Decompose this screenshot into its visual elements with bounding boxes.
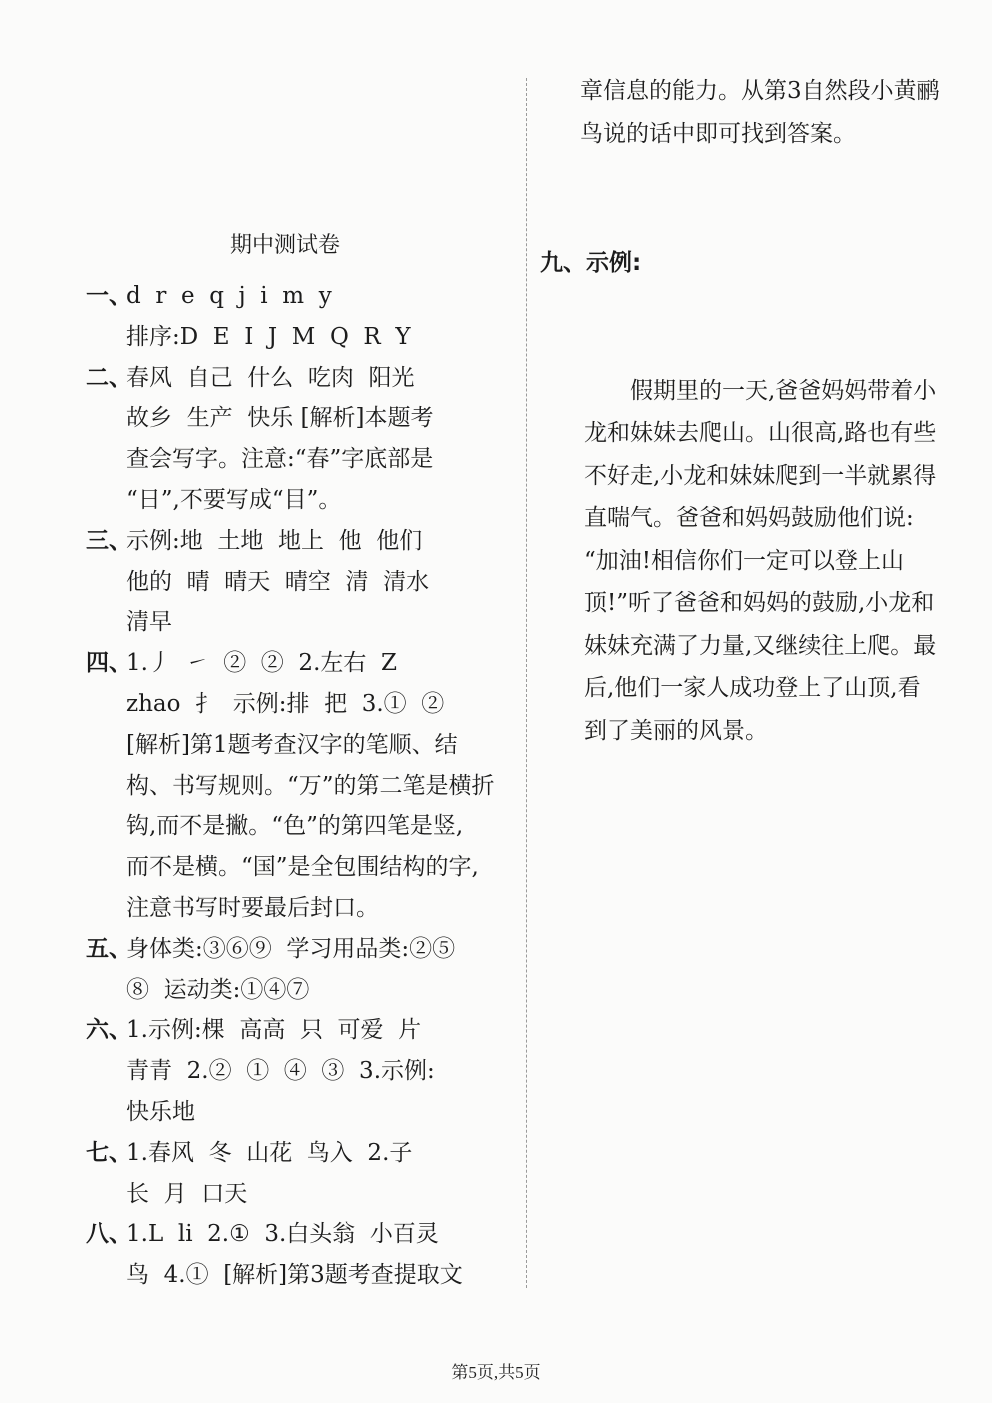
answer-line: 清早 [126, 609, 172, 636]
essay-line: 直喘气。爸爸和妈妈鼓励他们说: [584, 505, 914, 531]
answer-line: ⑧ 运动类:①④⑦ [126, 976, 310, 1003]
answer-line: zhao 扌 示例:排 把 3.① ② [126, 690, 445, 717]
answer-line: 示例:地 土地 地上 他 他们 [126, 527, 423, 554]
answer-line: 故乡 生产 快乐 [解析]本题考 [126, 405, 434, 432]
question-9 [540, 155, 972, 837]
question-number: 五、 [86, 935, 132, 962]
question-9-heading [540, 242, 972, 285]
question-5 [86, 929, 516, 1011]
question-3 [86, 521, 516, 643]
answer-line: [解析]第1题考查汉字的笔顺、结 [126, 731, 458, 758]
continuation-line: 鸟说的话中即可找到答案。 [580, 120, 856, 147]
question-8 [86, 1214, 516, 1296]
left-column [86, 276, 516, 1296]
answer-line: 他的 晴 晴天 晴空 清 清水 [126, 568, 430, 595]
question-number: 七、 [86, 1139, 132, 1166]
answer-line: d r e q j i m y [126, 283, 332, 309]
answer-line: 1.L li 2.① 3.白头翁 小百灵 [126, 1221, 439, 1248]
answer-line: 1.丿 ㇀ ② ② 2.左右 Z [126, 650, 397, 677]
section-title: 期中测试卷 [229, 233, 340, 258]
essay-line: 龙和妹妹去爬山。山很高,路也有些 [584, 420, 937, 446]
question-9-answer [540, 370, 972, 753]
answer-line: 快乐地 [126, 1098, 195, 1125]
question-9-number: 九、 [540, 250, 586, 276]
answer-line: 注意书写时要最后封口。 [126, 894, 379, 921]
essay-line: 顶!”听了爸爸和妈妈的鼓励,小龙和 [584, 590, 935, 616]
essay-line: “加油!相信你们一定可以登上山 [584, 547, 905, 574]
right-column [540, 70, 972, 837]
essay-line: 后,他们一家人成功登上了山顶,看 [584, 675, 921, 701]
question-number: 四、 [86, 650, 132, 677]
essay-line: 到了美丽的风景。 [584, 717, 768, 744]
answer-line: 1.示例:棵 高高 只 可爱 片 [126, 1017, 422, 1044]
answer-line: 查会写字。注意:“春”字底部是 [126, 446, 434, 473]
answer-line: 排序:D E I J M Q R Y [126, 323, 411, 350]
continuation-line: 章信息的能力。从第3自然段小黄鹂 [580, 78, 940, 104]
question-4 [86, 643, 516, 929]
answer-line: 春风 自己 什么 吃肉 阳光 [126, 364, 415, 391]
essay-line: 假期里的一天,爸爸妈妈带着小 [630, 377, 937, 404]
column-divider [526, 78, 527, 1288]
page-footer: 第5页,共5页 [451, 1363, 541, 1382]
answer-line: 鸟 4.① [解析]第3题考查提取文 [126, 1262, 463, 1289]
question-number: 八、 [86, 1221, 132, 1248]
answer-line: “日”,不要写成“目”。 [126, 486, 342, 513]
answer-line: 长 月 口天 [126, 1180, 248, 1207]
answer-line: 身体类:③⑥⑨ 学习用品类:②⑤ [126, 935, 456, 962]
question-6 [86, 1010, 516, 1132]
question-number: 二、 [86, 364, 132, 391]
answer-line: 钩,而不是撇。“色”的第四笔是竖, [126, 813, 464, 840]
essay-line: 妹妹充满了力量,又继续往上爬。最 [584, 632, 937, 659]
question-number: 三、 [86, 527, 132, 554]
question-9-label: 示例: [586, 250, 642, 276]
question-7 [86, 1133, 516, 1215]
answer-line: 而不是横。“国”是全包围结构的字, [126, 854, 479, 881]
question-number: 一、 [86, 283, 132, 309]
answer-line: 构、书写规则。“万”的第二笔是横折 [126, 772, 495, 799]
question-number: 六、 [86, 1017, 132, 1044]
question-1 [86, 276, 516, 358]
essay-line: 不好走,小龙和妹妹爬到一半就累得 [584, 462, 937, 489]
answer-line: 青青 2.② ① ④ ③ 3.示例: [126, 1058, 435, 1085]
answer-line: 1.春风 冬 山花 鸟入 2.子 [126, 1139, 413, 1166]
right-continuation [540, 70, 972, 155]
question-2 [86, 358, 516, 521]
